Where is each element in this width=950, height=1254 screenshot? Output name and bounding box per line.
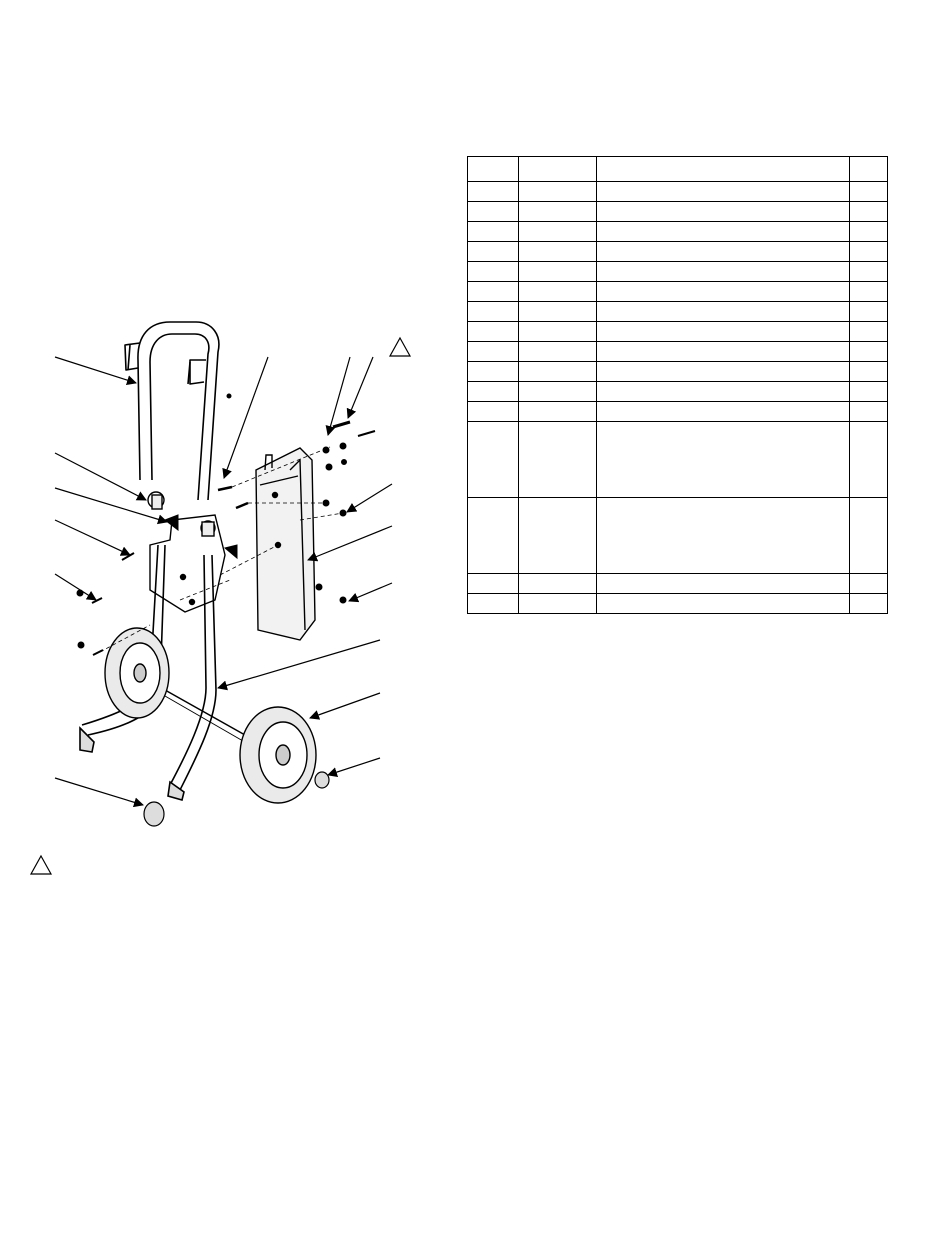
table-cell <box>597 362 850 382</box>
table-cell <box>597 282 850 302</box>
table-cell <box>597 498 850 574</box>
table-cell <box>850 302 888 322</box>
mounting-bracket <box>256 448 315 640</box>
table-cell <box>597 342 850 362</box>
table-cell <box>468 382 519 402</box>
table-cell <box>850 202 888 222</box>
table-cell <box>850 342 888 362</box>
table-row <box>468 222 888 242</box>
table-cell <box>519 402 597 422</box>
table-row <box>468 594 888 614</box>
table-cell <box>850 242 888 262</box>
note-triangle-icon <box>388 336 412 358</box>
table-cell <box>519 202 597 222</box>
table-cell <box>519 382 597 402</box>
table-cell <box>519 262 597 282</box>
table-cell <box>597 574 850 594</box>
table-cell <box>468 402 519 422</box>
handle-tube <box>125 322 219 500</box>
table-cell <box>597 302 850 322</box>
table-row <box>468 302 888 322</box>
header-cell <box>850 157 888 182</box>
table-row <box>468 242 888 262</box>
table-cell <box>519 242 597 262</box>
parts-table-body <box>468 182 888 614</box>
table-cell <box>468 262 519 282</box>
table-cell <box>597 242 850 262</box>
table-cell <box>597 402 850 422</box>
table-row <box>468 262 888 282</box>
table-cell <box>850 402 888 422</box>
table-cell <box>519 282 597 302</box>
table-cell <box>468 322 519 342</box>
header-cell <box>597 157 850 182</box>
table-cell <box>519 362 597 382</box>
table-header-row <box>468 157 888 182</box>
table-row <box>468 322 888 342</box>
table-cell <box>850 362 888 382</box>
table-cell <box>519 342 597 362</box>
left-wheel <box>105 628 169 718</box>
table-cell <box>850 322 888 342</box>
table-cell <box>468 242 519 262</box>
table-cell <box>468 594 519 614</box>
table-cell <box>597 382 850 402</box>
header-cell <box>519 157 597 182</box>
right-wheel <box>240 707 316 803</box>
table-row <box>468 202 888 222</box>
table-cell <box>597 594 850 614</box>
header-cell <box>468 157 519 182</box>
table-cell <box>468 342 519 362</box>
table-cell <box>597 322 850 342</box>
table-cell <box>468 182 519 202</box>
table-cell <box>850 182 888 202</box>
table-cell <box>519 322 597 342</box>
table-cell <box>519 594 597 614</box>
table-cell <box>850 594 888 614</box>
table-cell <box>468 498 519 574</box>
table-row <box>468 342 888 362</box>
table-cell <box>850 574 888 594</box>
table-cell <box>468 362 519 382</box>
table-cell <box>468 202 519 222</box>
table-cell <box>597 262 850 282</box>
table-cell <box>468 574 519 594</box>
table-cell <box>850 422 888 498</box>
table-cell <box>597 202 850 222</box>
fasteners <box>77 394 375 655</box>
hub-cap <box>315 772 329 788</box>
table-row <box>468 574 888 594</box>
table-cell <box>519 222 597 242</box>
table-cell <box>519 302 597 322</box>
table-cell <box>519 182 597 202</box>
table-row <box>468 422 888 498</box>
table-row <box>468 382 888 402</box>
table-cell <box>468 222 519 242</box>
table-row <box>468 402 888 422</box>
table-cell <box>597 182 850 202</box>
table-cell <box>597 422 850 498</box>
table-cell <box>519 498 597 574</box>
leg-cap <box>144 802 164 826</box>
table-cell <box>519 422 597 498</box>
table-cell <box>850 262 888 282</box>
note-triangle-icon <box>29 854 53 876</box>
table-cell <box>597 222 850 242</box>
parts-list-table <box>467 156 888 614</box>
table-cell <box>468 282 519 302</box>
table-row <box>468 282 888 302</box>
table-cell <box>850 382 888 402</box>
table-cell <box>850 282 888 302</box>
table-cell <box>850 498 888 574</box>
table-cell <box>850 222 888 242</box>
table-cell <box>468 302 519 322</box>
table-cell <box>519 574 597 594</box>
table-row <box>468 498 888 574</box>
table-cell <box>468 422 519 498</box>
table-row <box>468 362 888 382</box>
table-row <box>468 182 888 202</box>
